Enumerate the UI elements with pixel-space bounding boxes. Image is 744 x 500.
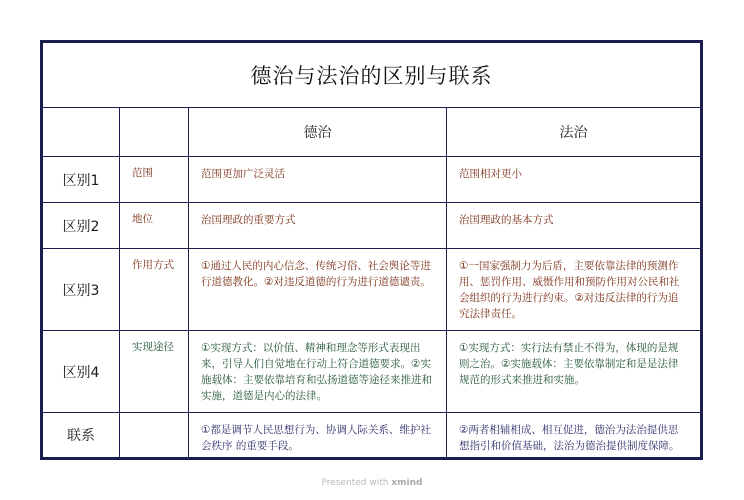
header-empty-cell (120, 108, 189, 157)
table-row (43, 203, 701, 249)
comparison-table-frame (40, 40, 703, 460)
row-category: 范围 (120, 157, 189, 203)
column-header-dezhi: 德治 (189, 108, 447, 157)
table-title: 德治与法治的区别与联系 (43, 43, 701, 108)
table-row (43, 413, 701, 458)
fazhi-cell: 范围相对更小 (447, 157, 701, 203)
dezhi-cell: 范围更加广泛灵活 (189, 157, 447, 203)
xmind-logo: xmind (391, 478, 423, 488)
fazhi-cell: ①实现方式：实行法有禁止不得为，体现的是规则之治。②实施载体：主要依靠制定和是是法律规范的形式来推进和实施。 (447, 331, 701, 413)
fazhi-cell: ②两者相辅相成、相互促进，德治为法治提供思想指引和价值基础，法治为德治提供制度保障。 (447, 413, 701, 458)
row-label: 联系 (43, 413, 120, 458)
dezhi-cell: ①实现方式：以价值、精神和理念等形式表现出来，引导人们自觉地在行动上符合道德要求。②实施载体：主要依靠培育和弘扬道德等途径来推进和实施，道德是内心的法律。 (189, 331, 447, 413)
dezhi-cell: 治国理政的重要方式 (189, 203, 447, 249)
row-label: 区别2 (43, 203, 120, 249)
dezhi-cell: ①都是调节人民思想行为、协调人际关系、维护社会秩序 的重要手段。 (189, 413, 447, 458)
table-row (43, 331, 701, 413)
dezhi-cell: ①通过人民的内心信念、传统习俗、社会舆论等进行道德教化。②对违反道德的行为进行道德谴责。 (189, 249, 447, 331)
footer-prefix: Presented with (321, 478, 389, 488)
fazhi-cell: ①一国家强制力为后盾，主要依靠法律的预测作用、惩罚作用、威慑作用和预防作用对公民和社会组织的行为进行约束。②对违反法律的行为追究法律责任。 (447, 249, 701, 331)
row-label: 区别4 (43, 331, 120, 413)
column-header-fazhi: 法治 (447, 108, 701, 157)
row-category: 作用方式 (120, 249, 189, 331)
footer-credit (0, 478, 744, 488)
table-row (43, 249, 701, 331)
row-label: 区别3 (43, 249, 120, 331)
comparison-table (42, 42, 701, 458)
row-category: 实现途径 (120, 331, 189, 413)
header-empty-cell (43, 108, 120, 157)
fazhi-cell: 治国理政的基本方式 (447, 203, 701, 249)
table-row (43, 157, 701, 203)
row-label: 区别1 (43, 157, 120, 203)
row-category-empty (120, 413, 189, 458)
row-category: 地位 (120, 203, 189, 249)
